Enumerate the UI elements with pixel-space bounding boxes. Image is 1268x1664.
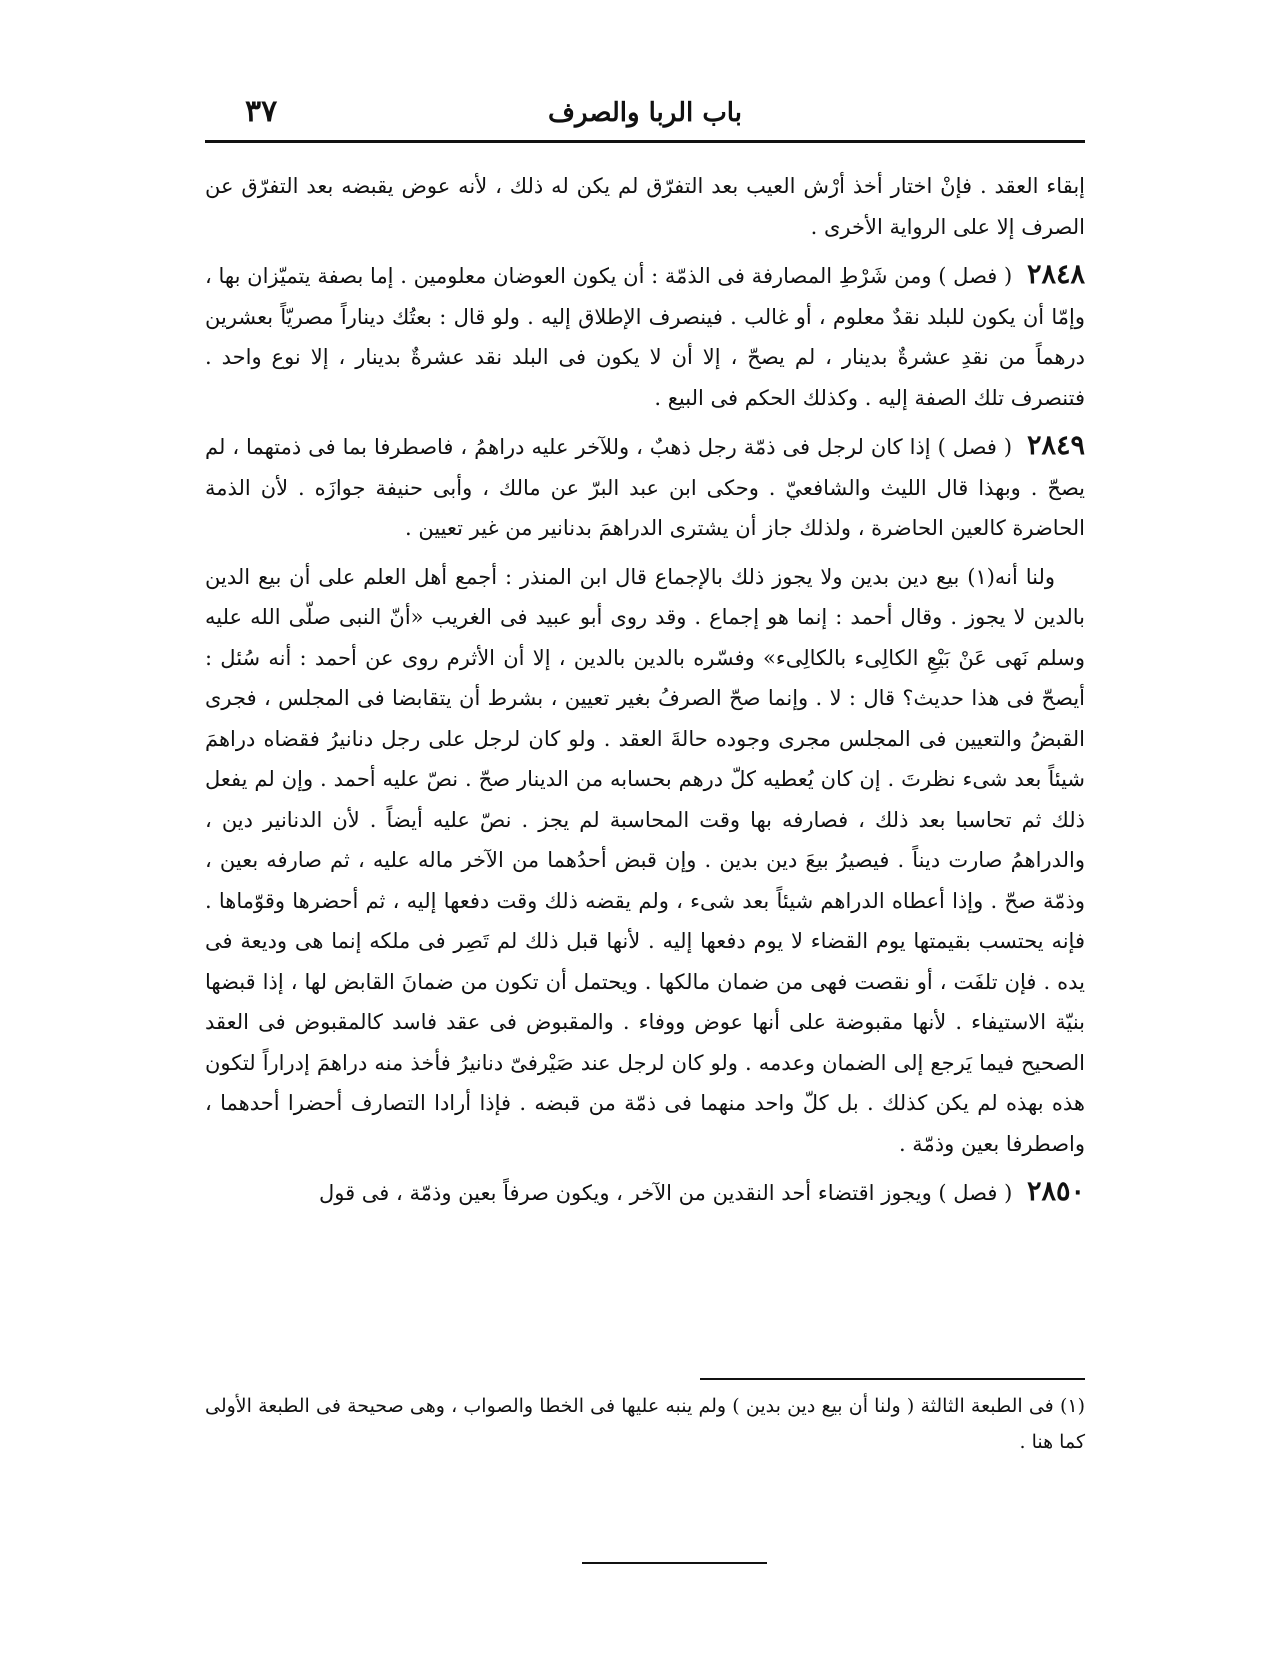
page-header: [205, 92, 1085, 142]
paragraph-number: ٢٨٥٠: [1026, 1176, 1085, 1207]
paragraph-continuation: [205, 166, 1085, 247]
page-number: ٣٧: [245, 94, 278, 129]
paragraph-number: ٢٨٤٨: [1026, 259, 1085, 290]
paragraph-text: ولنا أنه(١) بيع دين بدين ولا يجوز ذلك بالإجماع قال ابن المنذر : أجمع أهل العلم على أن بيع الدين بالدين لا يجوز . وقال أحمد : إنما هو إجماع . وقد روى أبو عبيد فى الغريب «أنّ النبى صلّى الله عليه وسلم نَهى عَنْ بَيْعِ الكالِىء بالكالِىء» وفسّره بالدين بالدين ، إلا أن الأثرم روى عن أحمد : أنه سُئل : أيصحّ فى هذا حديث؟ قال : لا . وإنما صحّ الصرفُ بغير تعيين ، بشرط أن يتقابضا فى المجلس ، فجرى القبضُ والتعيين فى المجلس مجرى وجوده حالةَ العقد . ولو كان لرجل على رجل دنانيرُ فقضاه دراهمَ شيئاً بعد شىء نظرتَ . إن كان يُعطيه كلّ درهم بحسابه من الدينار صحّ . نصّ عليه أحمد . وإن لم يفعل ذلك ثم تحاسبا بعد ذلك ، فصارفه بها وقت المحاسبة لم يجز . نصّ عليه أيضاً . لأن الدنانير دين ، والدراهمُ صارت ديناً . فيصيرُ بيعَ دين بدين . وإن قبض أحدُهما من الآخر ماله عليه ، ثم صارفه بعين ، وذمّة صحّ . وإذا أعطاه الدراهم شيئاً بعد شىء ، ولم يقضه ذلك وقت دفعها إليه ، ثم أحضرها وقوّماها . فإنه يحتسب بقيمتها يوم القضاء لا يوم دفعها إليه . لأنها قبل ذلك لم تَصِر فى ملكه إنما هى وديعة فى يده . فإن تلفَت ، أو نقصت فهى من ضمان مالكها . ويحتمل أن تكون من ضمانَ القابض لها ، إذا قبضها بنيّة الاستيفاء . لأنها مقبوضة على أنها عوض ووفاء . والمقبوض فى عقد فاسد كالمقبوض فى العقد الصحيح فيما يَرجع إلى الضمان وعدمه . ولو كان لرجل عند صَيْرفىّ دنانيرُ فأخذ منه دراهمَ إدراراً لتكون هذه بهذه لم يكن كذلك . بل كلّ واحد منهما فى ذمّة من قبضه . فإذا أرادا التصارف أحضرا أحدهما ، واصطرفا بعين وذمّة .: [205, 564, 1085, 1156]
paragraph-number: ٢٨٤٩: [1026, 430, 1085, 461]
paragraph-argument: [205, 557, 1085, 1165]
header-rule: [205, 140, 1085, 143]
paragraph-text: ( فصل ) ويجوز اقتضاء أحد النقدين من الآخر ، ويكون صرفاً بعين وذمّة ، فى قول: [318, 1181, 1013, 1205]
paragraph-text: إبقاء العقد . فإنْ اختار أخذ أرْش العيب بعد التفرّق لم يكن له ذلك ، لأنه عوض يقبضه بعد التفرّق عن الصرف إلا على الرواية الأخرى .: [205, 174, 1085, 239]
paragraph-2848: [205, 255, 1085, 418]
paragraph-text: ( فصل ) ومن شَرْطِ المصارفة فى الذمّة : أن يكون العوضان معلومين . إما بصفة يتميّزان بها ، وإمّا أن يكون للبلد نقدٌ معلوم ، أو غالب . فينصرف الإطلاق إليه . ولو قال : بعتُك ديناراً مصريّاً بعشرين درهماً من نقدِ عشرةٌ بدينار ، لم يصحّ ، إلا أن لا يكون فى البلد نقد عشرةٌ بدينار ، إلا نوع واحد . فتنصرف تلك الصفة إليه . وكذلك الحكم فى البيع .: [205, 264, 1085, 410]
running-title: باب الربا والصرف: [548, 98, 742, 128]
page-body: [205, 166, 1085, 1222]
paragraph-text: ( فصل ) إذا كان لرجل فى ذمّة رجل ذهبٌ ، وللآخر عليه دراهمُ ، فاصطرفا بما فى ذمتهما ، لم يصحّ . وبهذا قال الليث والشافعيّ . وحكى ابن عبد البرّ عن مالك ، وأبى حنيفة جوازَه . لأن الذمة الحاضرة كالعين الحاضرة ، ولذلك جاز أن يشترى الدراهمَ بدنانير من غير تعيين .: [205, 435, 1085, 540]
paragraph-2850: [205, 1172, 1085, 1214]
paragraph-2849: [205, 426, 1085, 549]
footnote: (١) فى الطبعة الثالثة ( ولنا أن بيع دين بدين ) ولم ينبه عليها فى الخطا والصواب ، وهى صحيحة فى الطبعة الأولى كما هنا .: [205, 1395, 1085, 1453]
bottom-rule: [582, 1562, 767, 1564]
footnote-rule: [700, 1378, 1085, 1380]
